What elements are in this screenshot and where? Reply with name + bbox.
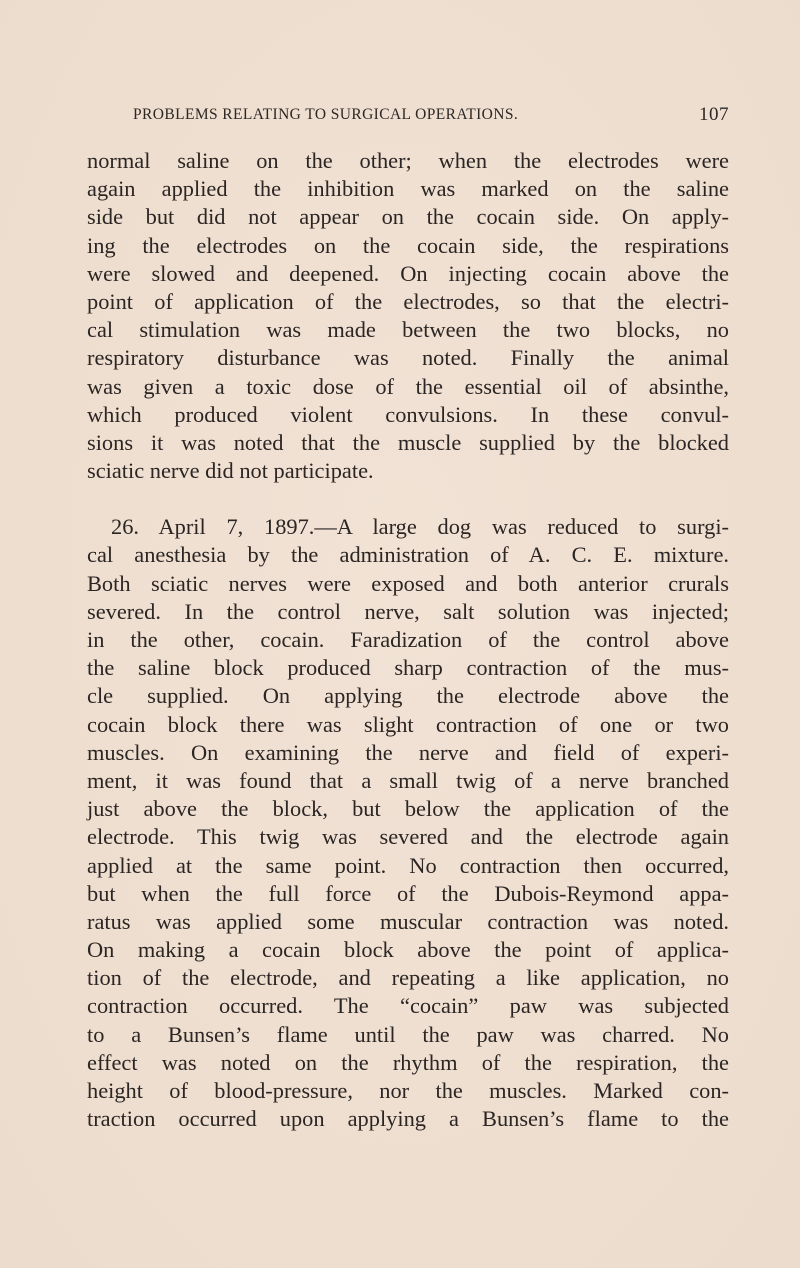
text-line: cal stimulation was made between the two blocks, no [87, 317, 729, 343]
text-line: cle supplied. On applying the electrode above the [87, 683, 729, 709]
text-line: traction occurred upon applying a Bunsen’s flame to the [87, 1106, 729, 1132]
text-line: the saline block produced sharp contraction of the mus- [87, 655, 729, 681]
text-line: On making a cocain block above the point of applica- [87, 937, 729, 963]
paragraph-experiment-26 [87, 513, 729, 1133]
text-line: again applied the inhibition was marked on the saline [87, 176, 729, 202]
text-line: tion of the electrode, and repeating a like application, no [87, 965, 729, 991]
text-line: were slowed and deepened. On injecting cocain above the [87, 260, 729, 286]
text-line: cocain block there was slight contraction of one or two [87, 711, 729, 737]
text-line: sciatic nerve did not participate. [87, 458, 374, 484]
text-line: normal saline on the other; when the electrodes were [87, 148, 729, 173]
running-header [133, 106, 729, 130]
text-line: in the other, cocain. Faradization of the control above [87, 627, 729, 652]
text-line: electrode. This twig was severed and the electrode again [87, 824, 729, 850]
text-line: to a Bunsen’s flame until the paw was charred. No [87, 1021, 729, 1047]
running-title: PROBLEMS RELATING TO SURGICAL OPERATIONS. [133, 106, 519, 123]
text-line: sions it was noted that the muscle supplied by the blocked [87, 429, 729, 455]
text-line: ratus was applied some muscular contraction was noted. [87, 908, 729, 934]
text-line: contraction occurred. The “cocain” paw was subjected [87, 993, 729, 1019]
text-line: point of application of the electrodes, so that the electri- [87, 288, 729, 314]
text-line: ment, it was found that a small twig of a nerve branched [87, 767, 729, 793]
text-line: ing the electrodes on the cocain side, the respirations [87, 232, 729, 258]
text-line: side but did not appear on the cocain side. On apply- [87, 204, 729, 230]
text-line: but when the full force of the Dubois-Reymond appa- [87, 880, 729, 906]
text-line: applied at the same point. No contraction then occurred, [87, 852, 729, 878]
text-line: was given a toxic dose of the essential oil of absinthe, [87, 373, 729, 399]
paragraph-continuation [87, 147, 729, 485]
paragraph-spacer [87, 485, 729, 513]
text-line: 26. April 7, 1897.—A large dog was reduced to surgi- [111, 514, 729, 540]
body-text [87, 147, 729, 1133]
text-line: respiratory disturbance was noted. Finally the animal [87, 345, 729, 371]
page-number: 107 [699, 104, 729, 125]
text-line: Both sciatic nerves were exposed and both anterior crurals [87, 570, 729, 596]
text-line: which produced violent convulsions. In these convul- [87, 401, 729, 427]
text-line: effect was noted on the rhythm of the respiration, the [87, 1049, 729, 1075]
text-line: cal anesthesia by the administration of A. C. E. mixture. [87, 542, 729, 568]
text-line: muscles. On examining the nerve and field of experi- [87, 739, 729, 765]
text-line: height of blood-pressure, nor the muscles. Marked con- [87, 1078, 729, 1103]
text-line: severed. In the control nerve, salt solution was injected; [87, 598, 729, 624]
text-line: just above the block, but below the application of the [87, 796, 729, 822]
